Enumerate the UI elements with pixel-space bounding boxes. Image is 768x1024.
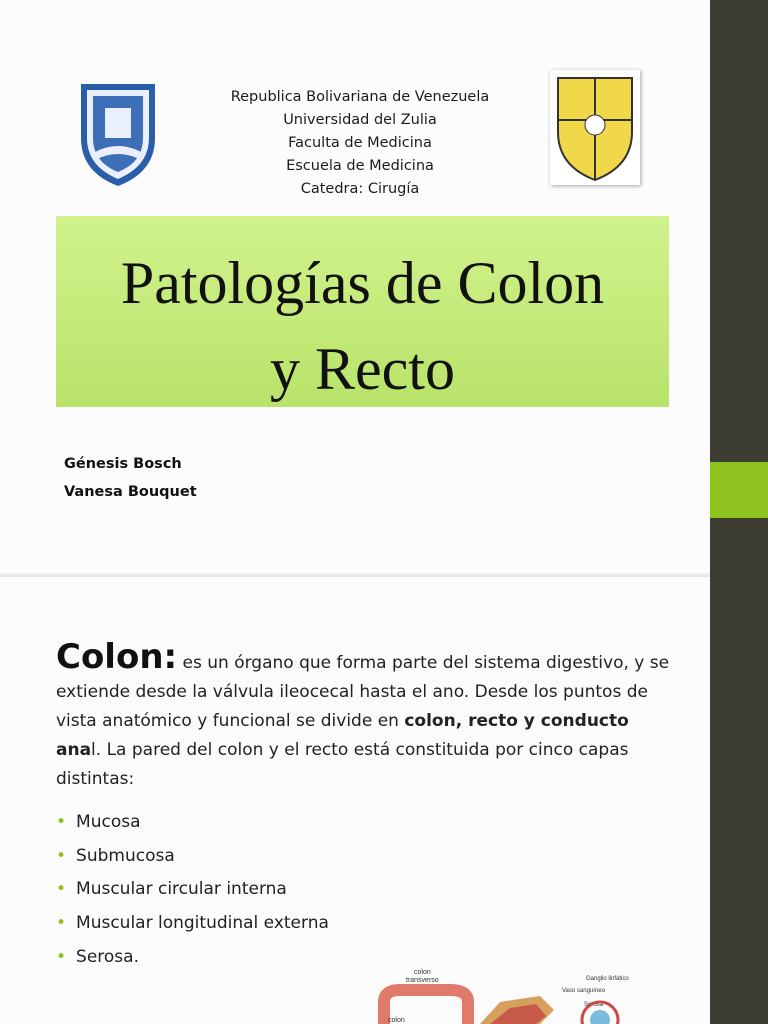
- title-line-1: Patologías de Colon: [120, 250, 605, 316]
- list-item-label: Muscular longitudinal externa: [76, 912, 329, 933]
- definition-bold: colon, recto y conducto ana: [56, 711, 629, 760]
- list-item-label: Serosa.: [76, 946, 139, 967]
- list-item-label: Muscular circular interna: [76, 879, 287, 900]
- illustration-label: Serosa: [584, 1002, 604, 1008]
- definition-text-end: l. La pared del colon y el recto está constituida por cinco capas distintas:: [56, 740, 629, 789]
- author-name: Vanesa Bouquet: [64, 484, 197, 500]
- list-item-label: Mucosa: [76, 811, 141, 832]
- author-name: Génesis Bosch: [64, 456, 182, 472]
- header-line: Universidad del Zulia: [283, 112, 437, 128]
- illustration-label: colon: [414, 969, 431, 976]
- list-item: [56, 940, 329, 974]
- colon-definition: [56, 638, 676, 794]
- bullet-icon: •: [56, 845, 67, 866]
- list-item: [56, 872, 329, 906]
- medicine-faculty-crest-icon: [550, 70, 640, 185]
- colon-anatomy-illustration: [340, 962, 680, 1024]
- institution-header: [190, 86, 530, 201]
- bullet-icon: •: [56, 946, 67, 967]
- illustration-label: Ganglio linfático: [586, 976, 629, 982]
- list-item: [56, 906, 329, 940]
- bullet-icon: •: [56, 912, 67, 933]
- header-line: Faculta de Medicina: [288, 135, 432, 151]
- title-box: [56, 216, 669, 407]
- layers-list: [56, 805, 329, 973]
- illustration-label: colon: [388, 1017, 405, 1024]
- university-seal-icon: [75, 80, 161, 190]
- header-line: Republica Bolivariana de Venezuela: [230, 89, 490, 105]
- header-line: Escuela de Medicina: [286, 158, 434, 174]
- header-line: Catedra: Cirugía: [300, 181, 420, 197]
- title-line-2: y Recto: [270, 336, 455, 402]
- list-item: [56, 805, 329, 839]
- illustration-label: transverso: [406, 977, 439, 984]
- list-item: [56, 839, 329, 873]
- authors-list: [64, 450, 197, 506]
- right-accent-block: [710, 462, 768, 518]
- illustration-label: Vaso sanguíneo: [562, 988, 605, 994]
- term-heading: Colon:: [56, 637, 178, 677]
- list-item-label: Submucosa: [76, 845, 175, 866]
- definition-text: es un órgano que forma parte del sistema digestivo, y se extiende desde la válvula ileocecal hasta el ano. Desde los puntos de vista anatómico y funcional se divide en: [56, 653, 670, 731]
- bullet-icon: •: [56, 879, 67, 900]
- bullet-icon: •: [56, 811, 67, 832]
